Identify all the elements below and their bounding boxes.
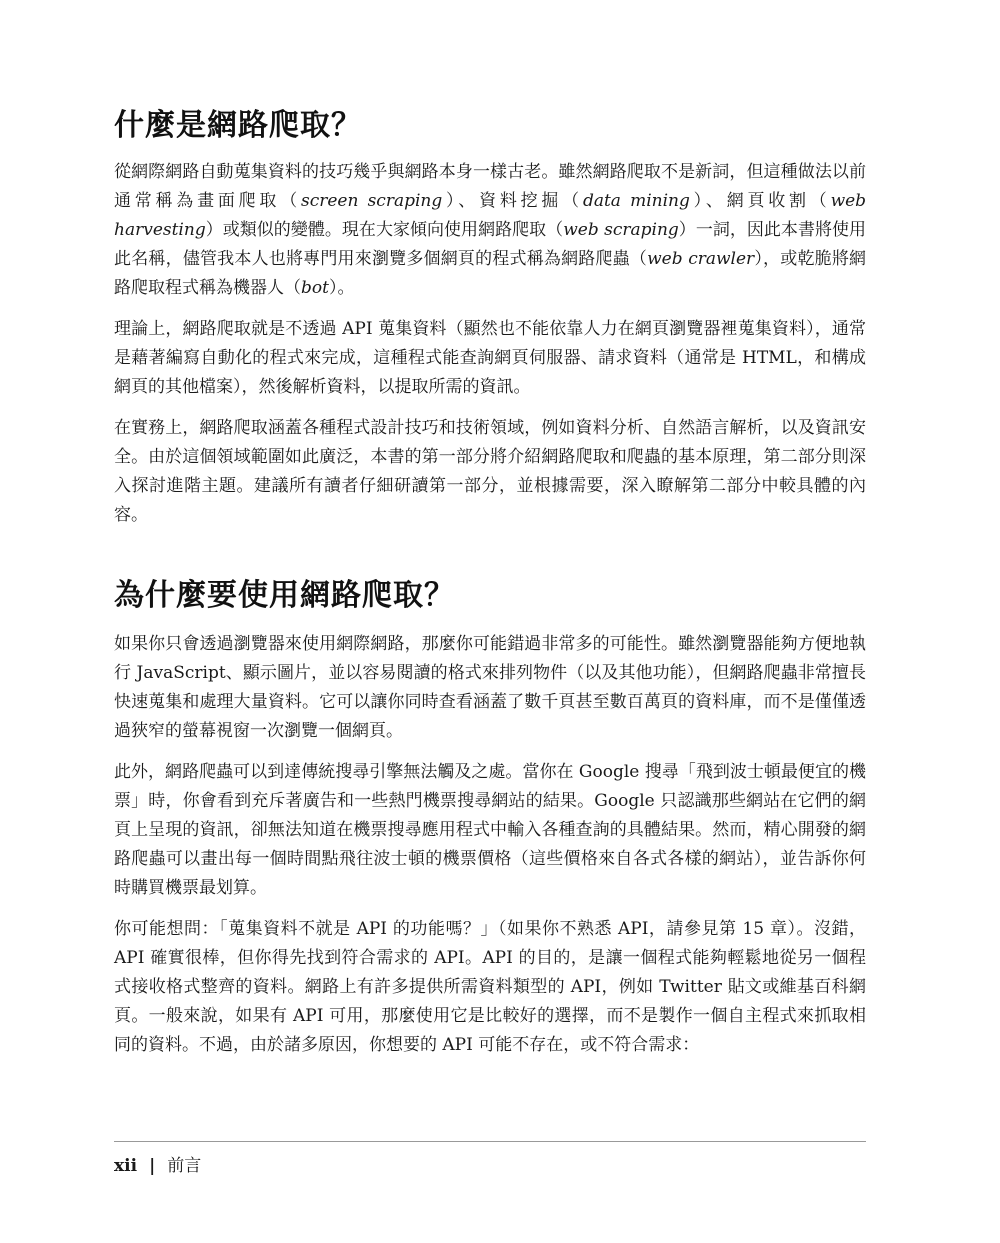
english-term: web crawler — [647, 249, 755, 269]
key-term: 機器人 — [233, 278, 284, 298]
text-run: （ — [629, 249, 648, 269]
english-term: data mining — [582, 191, 690, 211]
paragraph-theory: 理論上，網路爬取就是不透過 API 蒐集資料（顯然也不能依靠人力在網頁瀏覽器裡蒐集資料），通常是藉著編寫自動化的程式來完成，這種程式能查詢網頁伺服器、請求資料（通常是 HTML，和構成網頁的其他檔案），然後解析資料，以提取所需的資訊。 — [114, 319, 866, 397]
english-term: bot — [301, 278, 329, 298]
text-run: （ — [280, 191, 301, 211]
footer-section-name: 前言 — [167, 1156, 202, 1176]
text-run: 從網際網路自動蒐集資料的技巧幾乎與網路本身一樣古老。雖然 — [114, 162, 593, 182]
text-run: ）或類似的變體。現在大家傾向使用 — [205, 220, 479, 240]
section-heading-why-web-scraping: 為什麼要使用網路爬取？ — [114, 578, 455, 613]
english-term: screen scraping — [300, 191, 443, 211]
text-run: ）一詞，因此本書將使用此名稱，儘管我本人也將專門用來瀏覽多個網頁的程式稱為 — [114, 220, 867, 269]
text-run: （ — [284, 278, 301, 298]
paragraph-search-engines: 此外，網路爬蟲可以到達傳統搜尋引擎無法觸及之處。當你在 Google 搜尋「飛到波士頓最便宜的機票」時，你會看到充斥著廣告和一些熱門機票搜尋網站的結果。Google 只認識那些網站在它們的網頁上呈現的資訊，卻無法知道在機票搜尋應用程式中輸入各種查詢的具體結果。然而，精心開發的網路爬蟲可以畫出每一個時間點飛往波士頓的機票價格（這些價格來自各式各樣的網站），並告訴你何時購買機票最划算。 — [114, 762, 866, 898]
text-run: ）、 — [442, 191, 480, 211]
text-run: （ — [562, 191, 583, 211]
text-run: （ — [809, 191, 831, 211]
key-term: 網路爬取 — [592, 162, 661, 182]
key-term: 資料挖掘 — [479, 191, 563, 211]
key-term: 網路爬蟲 — [561, 249, 630, 269]
key-term: 網頁收割 — [726, 191, 810, 211]
text-run: 不是新詞，但這種做法以前通常稱為 — [114, 162, 867, 211]
english-term: web harvesting — [114, 191, 867, 240]
section-heading-what-is-web-scraping: 什麼是網路爬取？ — [114, 108, 362, 143]
text-run: （ — [546, 220, 564, 240]
footer-separator: | — [149, 1156, 156, 1176]
text-run: ）、 — [689, 191, 727, 211]
text-run: ），或乾脆將網路爬取程式稱為 — [114, 249, 867, 298]
english-term: web scraping — [563, 220, 679, 240]
page-number: xii — [114, 1156, 138, 1176]
key-term: 畫面爬取 — [197, 191, 281, 211]
paragraph-api: 你可能想問：「蒐集資料不就是 API 的功能嗎？」（如果你不熟悉 API，請參見第 15 章）。沒錯，API 確實很棒，但你得先找到符合需求的 API。API 的目的，是讓一個程式能夠輕鬆地從另一個程式接收格式整齊的資料。網路上有許多提供所需資料類型的 API，例如 Twitter 貼文或維基百科網頁。一般來說，如果有 API 可用，那麼使用它是比較好的選擇，而不是製作一個自主程式來抓取相同的資料。不過，由於諸多原因，你想要的 API 可能不存在，或不符合需求： — [114, 919, 866, 1055]
key-term: 網路爬取 — [478, 220, 547, 240]
paragraph-practice: 在實務上，網路爬取涵蓋各種程式設計技巧和技術領域，例如資料分析、自然語言解析，以及資訊安全。由於這個領域範圍如此廣泛，本書的第一部分將介紹網路爬取和爬蟲的基本原理，第二部分則深入探討進階主題。建議所有讀者仔細研讀第一部分，並根據需要，深入瞭解第二部分中較具體的內容。 — [114, 418, 866, 525]
page-footer — [114, 1151, 201, 1176]
text-run: ）。 — [328, 278, 355, 298]
paragraph-browser-limits: 如果你只會透過瀏覽器來使用網際網路，那麼你可能錯過非常多的可能性。雖然瀏覽器能夠方便地執行 JavaScript、顯示圖片，並以容易閱讀的格式來排列物件（以及其他功能），但網路爬蟲非常擅長快速蒐集和處理大量資料。它可以讓你同時查看涵蓋了數千頁甚至數百萬頁的資料庫，而不是僅僅透過狹窄的螢幕視窗一次瀏覽一個網頁。 — [114, 634, 866, 741]
paragraph-definition — [114, 158, 866, 303]
footer-divider — [114, 1141, 866, 1142]
page-body — [114, 100, 866, 1072]
